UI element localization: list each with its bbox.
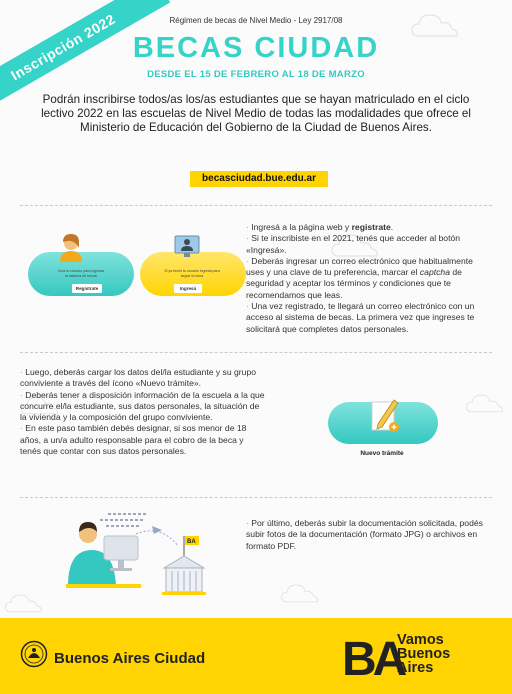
login-card-text: Si ya tenés tu usuario ingresá para seguir tu beca <box>164 269 220 278</box>
document-pencil-icon <box>368 396 402 436</box>
city-seal-icon <box>20 640 48 668</box>
cloud-icon <box>465 390 505 416</box>
upload-illustration-icon <box>66 506 236 611</box>
student-avatar-icon <box>56 232 86 262</box>
divider <box>20 497 492 498</box>
screen-user-icon <box>172 234 202 260</box>
register-button[interactable]: Registrate <box>72 284 102 293</box>
divider <box>20 205 492 206</box>
divider <box>20 352 492 353</box>
footer-slogan: Vamos Buenos Aires <box>397 632 451 676</box>
ba-logo-icon <box>342 630 404 686</box>
ba-flag-text: BA <box>187 539 196 545</box>
footer-org-name: Buenos Aires Ciudad <box>54 650 206 667</box>
step3-text: · Por último, deberás subir la documentación solicitada, podés subir fotos de la documentación (formato JPG) o archivos en formato PDF. <box>246 518 483 551</box>
dates-subtitle: DESDE EL 15 DE FEBRERO AL 18 DE MARZO <box>147 69 365 80</box>
website-link[interactable]: becasciudad.bue.edu.ar <box>190 171 328 187</box>
step1-text: · Ingresá a la página web y registrate. · Si te inscribiste en el 2021, tenés que acceder al botón «Ingresá». · Deberás ingresar un correo electrónico que habitualmente uses y una clave de tu preferencia, marcar el captcha de seguridad y aceptar los términos y condiciones que te recomendamos que leas. · Una vez registrado, te llegará un correo electrónico con un acceso al sistema de becas. La primera vez que ingreses te solicitará que completes datos personales. <box>246 222 475 334</box>
intro-paragraph: Podrán inscribirse todos/as los/as estudiantes que se hayan matriculado en el ciclo lectivo 2022 en las escuelas de Nivel Medio de todas las modalidades que ofrece el Ministerio de Educación del Gobierno de la Ciudad de Buenos Aires. <box>41 93 471 134</box>
ba-logo-text: BA <box>342 633 404 686</box>
login-button[interactable]: Ingresá <box>174 284 202 293</box>
inscripcion-ribbon: Inscripción 2022 <box>0 0 170 117</box>
page-title: BECAS CIUDAD <box>132 32 380 64</box>
register-card-text: Crea tu usuario para ingresar al sistema de becas <box>57 269 105 278</box>
nuevo-tramite-label: Nuevo trámite <box>360 450 404 457</box>
step2-text: · Luego, deberás cargar los datos del/la estudiante y su grupo conviviente a través del ícono «Nuevo trámite». · Deberás tener a disposición información de la escuela a la que concurre el/la estudiante, sus datos personales, la situación de la vivienda y la composición del grupo conviviente. · En este paso también debés designar, si sos menor de 18 años, a un/a adulto responsable para el cobro de la beca y tenés que contar con sus datos personales. <box>20 367 265 457</box>
regimen-text: Régimen de becas de Nivel Medio - Ley 2917/08 <box>169 16 343 25</box>
cloud-icon <box>280 580 320 606</box>
cloud-icon <box>4 590 44 616</box>
